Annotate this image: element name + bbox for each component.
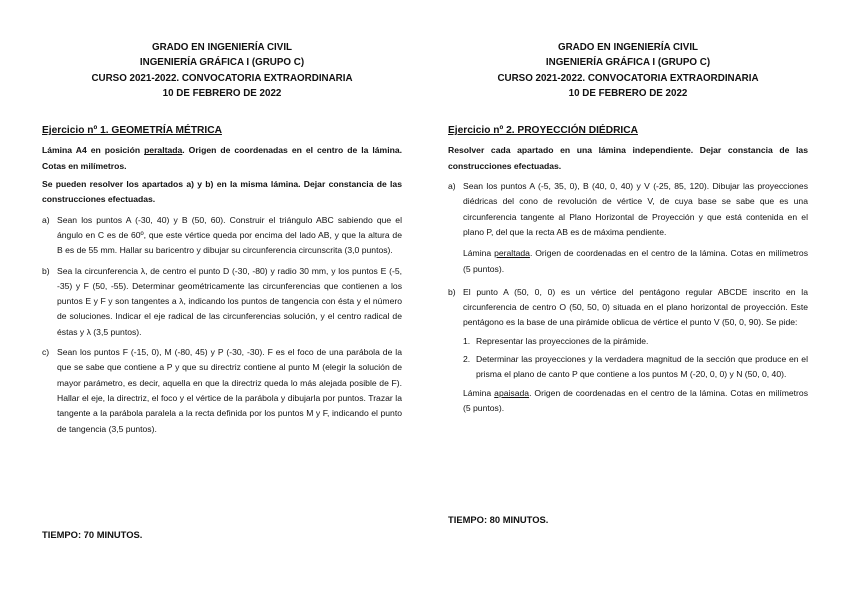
- header-degree-2: GRADO EN INGENIERÍA CIVIL: [557, 42, 699, 53]
- exercise-2-item-b-note: Lámina apaisada. Origen de coordenadas en el centro de la lámina. Cotas en milímetros (5 puntos).: [463, 387, 808, 413]
- exercise-1-time: TIEMPO: 70 MINUTOS.: [42, 529, 143, 540]
- exercise-2-title: Ejercicio nº 2. PROYECCIÓN DIÉDRICA: [448, 125, 638, 137]
- exercise-1-item-b: b) Sea la circunferencia λ, de centro el punto D (-30, -80) y radio 30 mm, y los puntos E (-5, -35) y F (50, -55). Determinar geométricamente las circunferencias que contienen a los puntos E y F y son tangentes a λ, indicando los puntos de tangencia con ésta y el número de soluciones. Indicar el eje radical de las circunferencias solución, y el centro radical de éstas y λ (3,5 puntos).: [42, 265, 402, 337]
- header-degree: GRADO EN INGENIERÍA CIVIL: [151, 42, 293, 53]
- exercise-1-item-c: c) Sean los puntos F (-15, 0), M (-80, 45) y P (-30, -30). F es el foco de una parábola de la que se sabe que contiene a P y que su directriz contiene al punto M (elegir la solución de mayor parámetro, es decir, aquella en que la directriz queda lo más alejada posible de F). Hallar el eje, la directriz, el foco y el vértice de la parábola y dibujarla por puntos. Trazar la tangente a la parábola paralela a la recta definida por los puntos M y F, indicando el punto de tangencia (3,5 puntos).: [42, 347, 402, 434]
- header-academic-year: CURSO 2021-2022. CONVOCATORIA EXTRAORDINARIA: [91, 72, 353, 84]
- header-exam-date-2: 10 DE FEBRERO DE 2022: [568, 87, 688, 99]
- exercise-1-item-a: a) Sean los puntos A (-30, 40) y B (50, 60). Construir el triángulo ABC sabiendo que el ángulo en C es de 60º, que este vértice queda por encima del lado AB, y que la altura de B es de 55 mm. Hallar su baricentro y dibujar su circunferencia circunscrita (3,0 puntos).: [42, 214, 402, 256]
- header-course-name: INGENIERÍA GRÁFICA I (GRUPO C): [139, 57, 305, 69]
- exercise-1-intro: Lámina A4 en posición peraltada. Origen de coordenadas en el centro de la lámina. Cotas en milímetros.: [42, 145, 403, 171]
- exercise-2-item-b: b) El punto A (50, 0, 0) es un vértice del pentágono regular ABCDE inscrito en la circunferencia de centro O (50, 50, 0) situada en el plano horizontal de proyección. Este pentágono es la base de una pirámide oblicua de vértice el punto V (50, 0, 90). Se pide:: [448, 286, 808, 328]
- exercise-2-column: [448, 0, 808, 416]
- exercise-1-title: Ejercicio nº 1. GEOMETRÍA MÉTRICA: [42, 125, 222, 137]
- exercise-2-time: TIEMPO: 80 MINUTOS.: [448, 514, 549, 525]
- exercise-2-item-a: a) Sean los puntos A (-5, 35, 0), B (40, 0, 40) y V (-25, 85, 120). Dibujar las proyecciones diédricas del cono de revolución de vértice V, de cuya base se sabe que es una circunferencia tangente al Plano Horizontal de Proyección y que está contenida en el plano P, del que la recta AB es de máxima pendiente.: [448, 181, 808, 237]
- exercise-2-subitem-1: 1. Representar las proyecciones de la pirámide.: [463, 335, 649, 346]
- header-exam-date: 10 DE FEBRERO DE 2022: [162, 87, 282, 99]
- header-course-name-2: INGENIERÍA GRÁFICA I (GRUPO C): [545, 57, 711, 69]
- exercise-1-column: [42, 0, 402, 437]
- header-academic-year-2: CURSO 2021-2022. CONVOCATORIA EXTRAORDINARIA: [497, 72, 759, 84]
- exercise-2-intro: Resolver cada apartado en una lámina independiente. Dejar constancia de las construcciones efectuadas.: [448, 145, 808, 171]
- exercise-2-subitem-2: 2. Determinar las proyecciones y la verdadera magnitud de la sección que produce en el prisma el plano de canto P que contiene a los puntos M (-20, 0, 0) y N (50, 0, 40).: [463, 354, 808, 380]
- exercise-2-item-a-note: Lámina peraltada. Origen de coordenadas en el centro de la lámina. Cotas en milímetros (5 puntos).: [463, 248, 808, 274]
- exercise-1-instructions: Se pueden resolver los apartados a) y b) en la misma lámina. Dejar constancia de las construcciones efectuadas.: [42, 179, 402, 205]
